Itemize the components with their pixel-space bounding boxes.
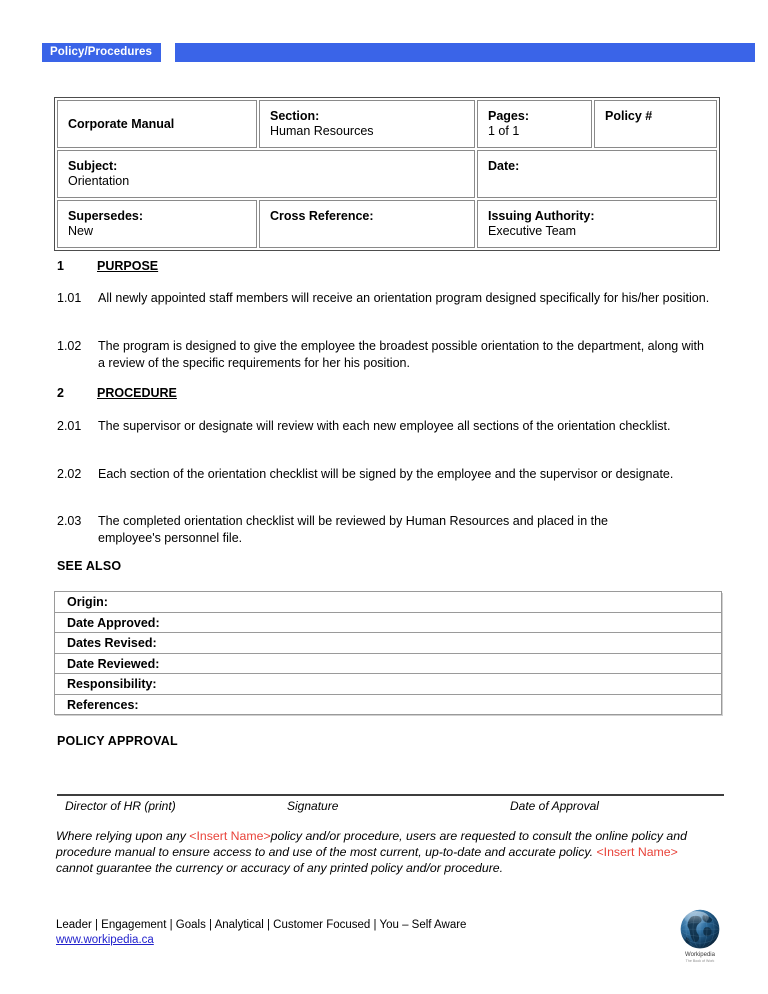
workipedia-logo	[672, 908, 728, 966]
clause-text-2-01: The supervisor or designate will review with each new employee all sections of the orientation checklist.	[98, 419, 671, 433]
date-label: Date:	[488, 159, 520, 173]
clause-number-2-02: 2.02	[57, 467, 82, 481]
signature-label-signature: Signature	[287, 799, 339, 813]
meta-row-origin: Origin:	[54, 592, 722, 613]
disclaimer-part-3: cannot guarantee the currency or accuracy of any printed policy and/or procedure.	[56, 861, 504, 875]
manual-title-cell	[57, 100, 257, 148]
manual-title: Corporate Manual	[68, 116, 175, 131]
signature-line	[57, 794, 724, 796]
subject-label: Subject:	[68, 159, 118, 173]
info-table-row-1	[57, 100, 717, 148]
policy-approval-heading: POLICY APPROVAL	[57, 734, 178, 748]
policy-procedures-tag: Policy/Procedures	[42, 43, 161, 62]
subject-value: Orientation	[68, 174, 130, 188]
clause-number-2-03: 2.03	[57, 514, 82, 528]
pages-value: 1 of 1	[488, 124, 520, 138]
meta-row-date-reviewed: Date Reviewed:	[54, 654, 722, 675]
clause-text-1-01: All newly appointed staff members will receive an orientation program designed specifically for his/her position.	[98, 291, 710, 305]
signature-label-date: Date of Approval	[510, 799, 599, 813]
see-also-heading: SEE ALSO	[57, 559, 122, 573]
meta-row-dates-revised: Dates Revised:	[54, 633, 722, 654]
clause-number-2-01: 2.01	[57, 419, 82, 433]
issuing-authority-label: Issuing Authority:	[488, 209, 595, 223]
clause-number-1-02: 1.02	[57, 339, 82, 353]
section-heading-procedure	[57, 386, 357, 401]
insert-name-placeholder-1: <Insert Name>	[189, 829, 271, 843]
disclaimer-part-1: Where relying upon any	[56, 829, 190, 843]
clause-text-1-02: The program is designed to give the employee the broadest possible orientation to the department, along with a review of the specific requirements for her his position.	[98, 339, 704, 370]
supersedes-value: New	[68, 224, 94, 238]
info-table-row-2	[57, 150, 717, 198]
section-label: Section:	[270, 109, 320, 123]
globe-icon	[678, 908, 722, 952]
header-blue-rule	[175, 43, 755, 62]
clause-2-01	[57, 418, 682, 435]
section-value: Human Resources	[270, 124, 374, 138]
pages-label: Pages:	[488, 109, 529, 123]
section-heading-purpose	[57, 259, 357, 274]
section-number-2: 2	[57, 386, 64, 400]
meta-row-responsibility: Responsibility:	[54, 674, 722, 695]
insert-name-placeholder-2: <Insert Name>	[596, 845, 678, 859]
supersedes-cell	[57, 200, 257, 248]
subject-cell	[57, 150, 475, 198]
clause-1-02	[57, 338, 709, 371]
footer-tagline: Leader | Engagement | Goals | Analytical | Customer Focused | You – Self Aware	[56, 919, 467, 931]
clause-2-03	[57, 513, 672, 546]
logo-subtitle: The Book of Work	[685, 959, 715, 963]
section-number-1: 1	[57, 259, 64, 273]
cross-reference-label: Cross Reference:	[270, 209, 374, 223]
meta-row-references: References:	[54, 695, 722, 716]
footer-website-link[interactable]: www.workipedia.ca	[56, 934, 154, 946]
section-title-purpose: PURPOSE	[97, 259, 159, 273]
cross-reference-cell	[259, 200, 475, 248]
signature-labels	[57, 798, 724, 814]
date-cell	[477, 150, 717, 198]
clause-2-02	[57, 466, 679, 483]
disclaimer-part-2: policy and/or procedure, users are requested to consult the online policy and procedure manual to ensure access to and use of the most current, up-to-date and accurate policy.	[56, 829, 687, 859]
document-info-table	[54, 97, 720, 251]
clause-1-01	[57, 290, 717, 307]
section-cell	[259, 100, 475, 148]
clause-text-2-02: Each section of the orientation checklist will be signed by the employee and the supervisor or designate.	[98, 467, 674, 481]
policy-number-label: Policy #	[605, 109, 653, 123]
page-header-band	[42, 43, 755, 62]
clause-text-2-03: The completed orientation checklist will be reviewed by Human Resources and placed in the employee's personnel file.	[98, 514, 608, 545]
policy-number-cell	[594, 100, 717, 148]
pages-cell	[477, 100, 592, 148]
supersedes-label: Supersedes:	[68, 209, 144, 223]
see-also-table	[54, 591, 722, 715]
info-table-row-3	[57, 200, 717, 248]
section-title-procedure: PROCEDURE	[97, 386, 177, 400]
issuing-authority-value: Executive Team	[488, 224, 577, 238]
signature-label-name: Director of HR (print)	[65, 799, 176, 813]
logo-wordmark: Workipedia	[685, 952, 715, 958]
clause-number-1-01: 1.01	[57, 291, 82, 305]
issuing-authority-cell	[477, 200, 717, 248]
disclaimer-paragraph	[56, 828, 708, 876]
meta-row-date-approved: Date Approved:	[54, 613, 722, 634]
